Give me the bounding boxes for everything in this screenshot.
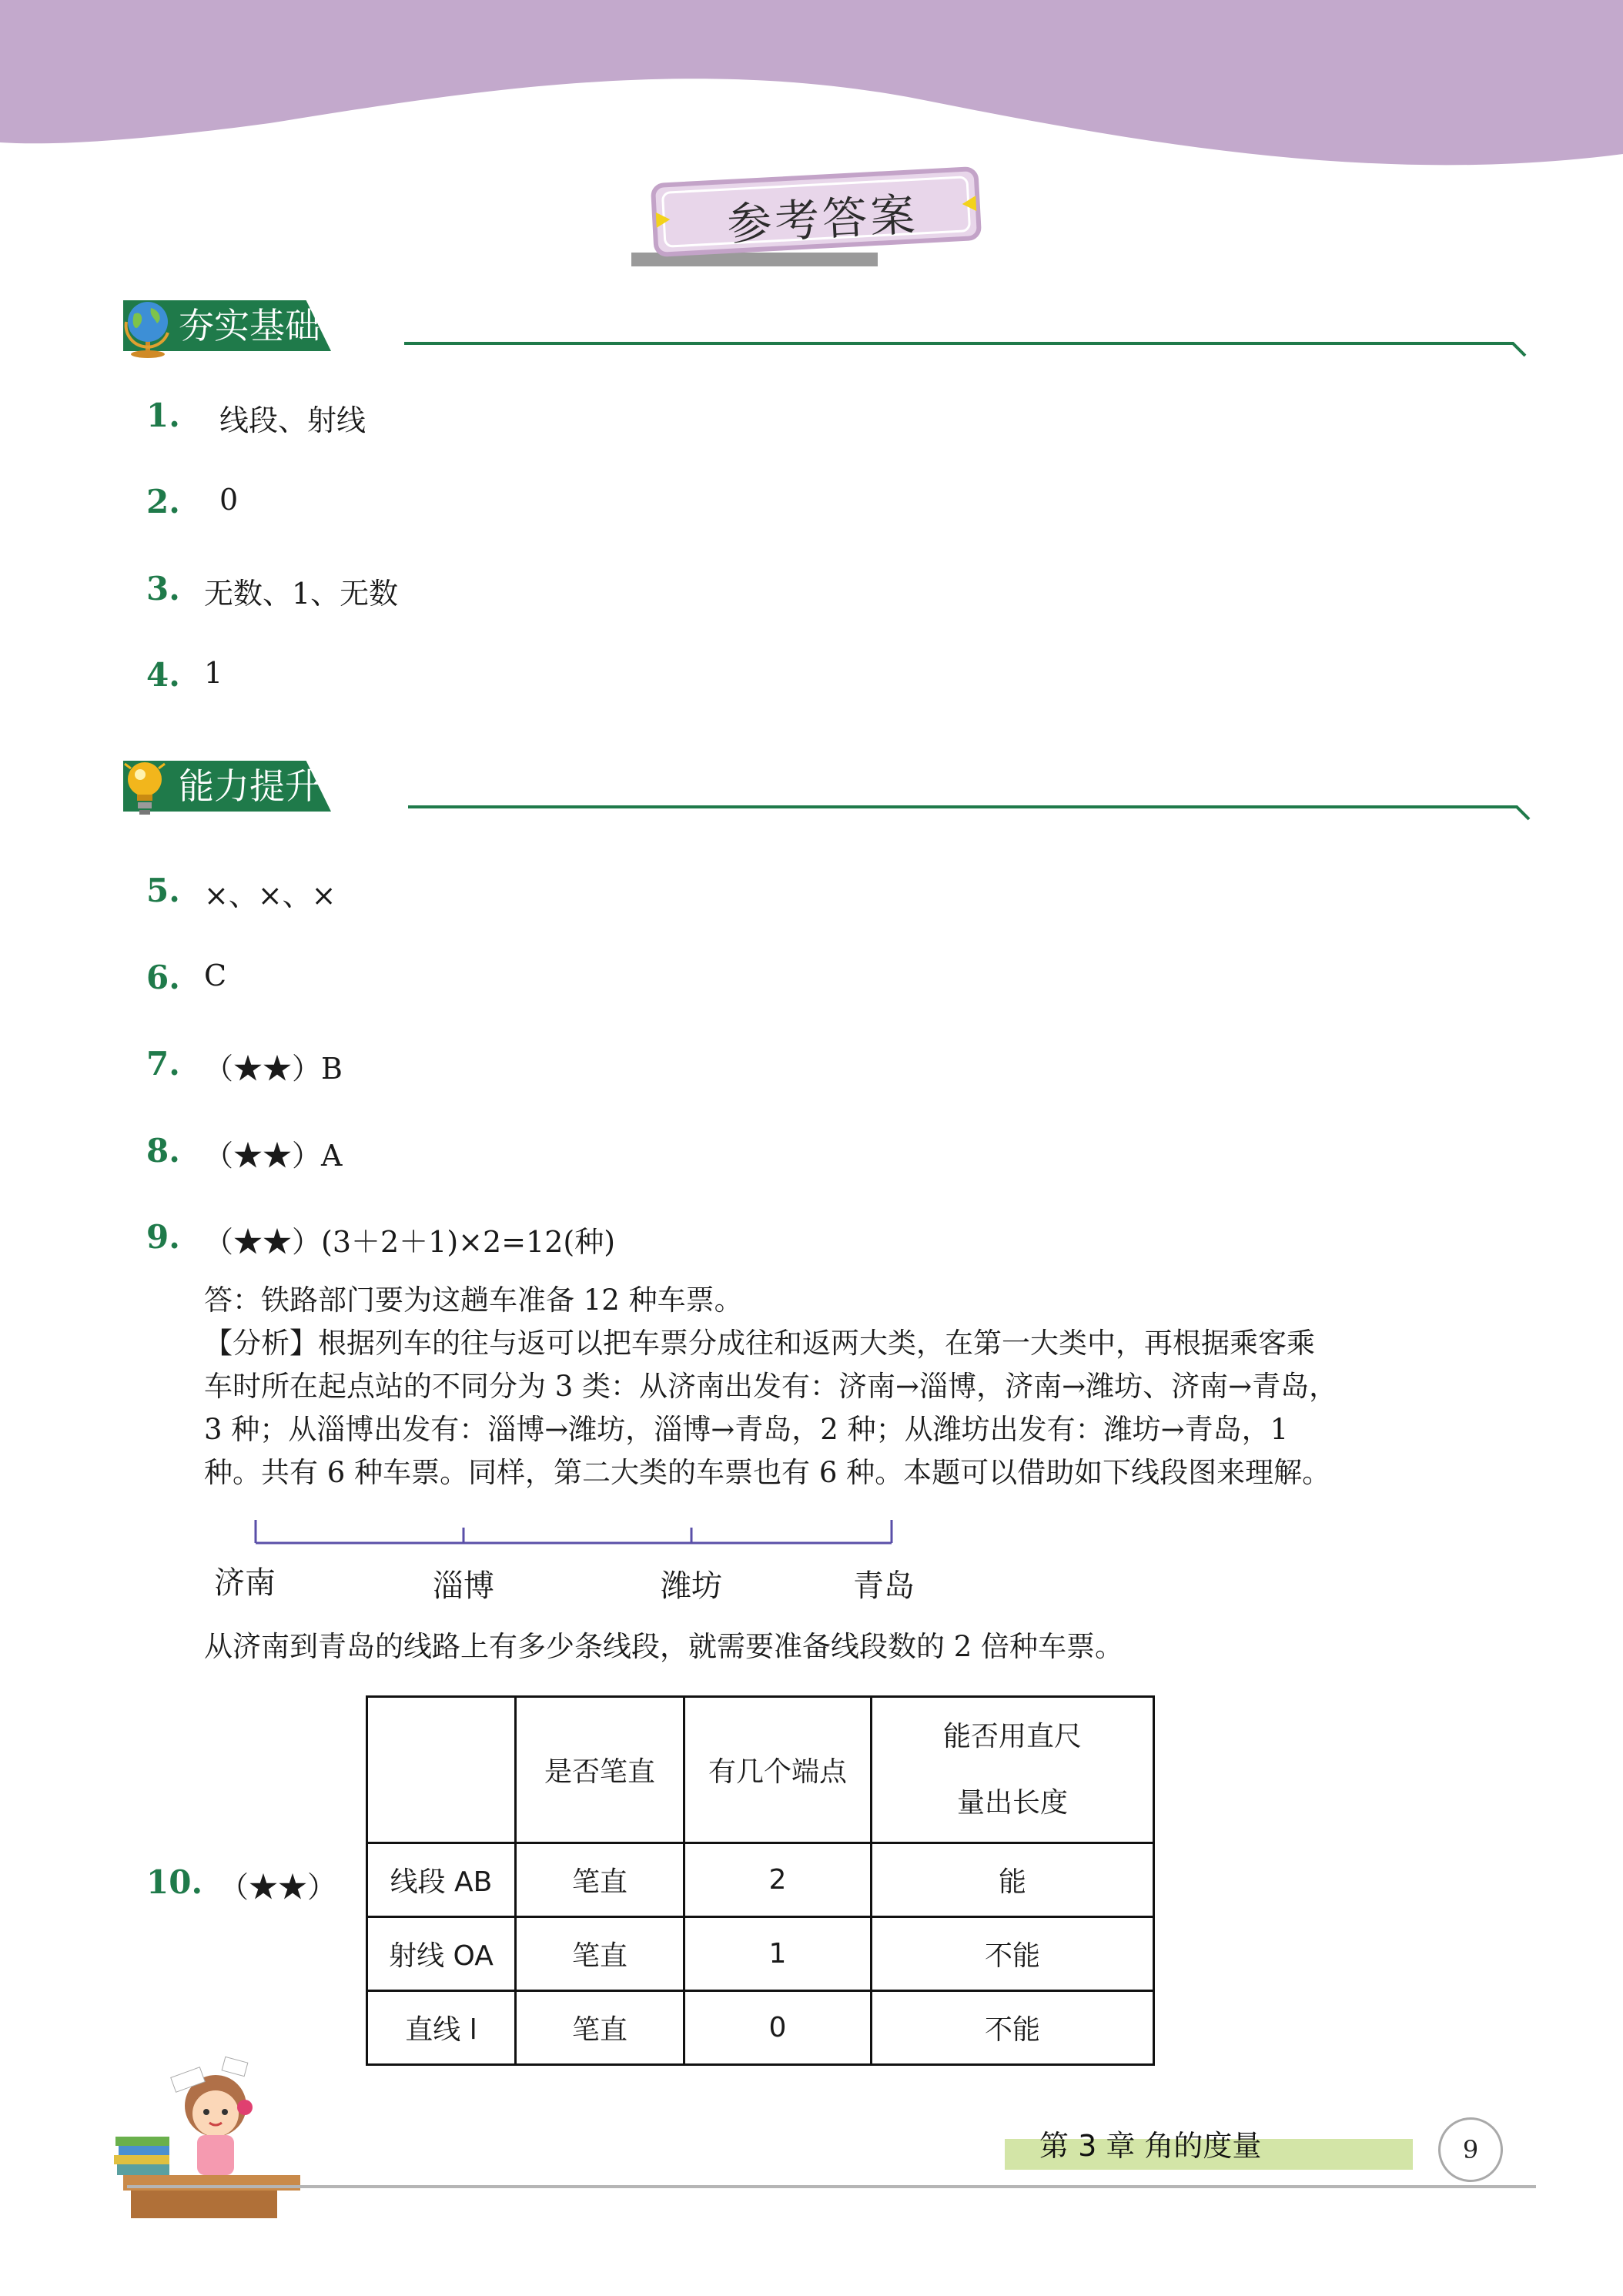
question-number: 7. [146,1045,180,1083]
header-line: 量出长度 [956,1786,1068,1819]
answer-text: （★★）B [204,1052,343,1086]
table-row [367,1843,1154,1917]
section-label: 夯实基础 [179,305,320,346]
chapter-title: 第 3 章 角的度量 [1039,2129,1262,2163]
explanation-line: 3 种；从淄博出发有：淄博→潍坊，淄博→青岛，2 种；从潍坊出发有：潍坊→青岛，1 [204,1413,1289,1446]
explanation-line: 答：铁路部门要为这趟车准备 12 种车票。 [204,1284,743,1317]
answer-text: 0 [219,483,239,517]
conclusion-line: 从济南到青岛的线路上有多少条线段，就需要准备线段数的 2 倍种车票。 [204,1630,1124,1663]
difficulty-stars: （★★） [219,1870,337,1904]
question-number: 10. [146,1863,203,1901]
table-cell: 线段 AB [367,1843,516,1917]
question-number: 8. [146,1132,180,1170]
student-illustration [108,2052,323,2221]
section-label: 能力提升 [179,765,320,807]
table-header-cell: 有几个端点 [684,1697,872,1843]
table-cell: 能 [872,1843,1154,1917]
question-number: 1. [146,397,180,434]
section-header-advanced [77,761,1463,815]
answer-text: 1 [204,656,223,690]
segment-diagram [208,1509,978,1602]
table-cell: 射线 OA [367,1917,516,1991]
section-header-basic [77,300,1463,354]
globe-icon [122,297,176,359]
explanation-line: 【分析】根据列车的往与返可以把车票分成往和返两大类，在第一大类中，再根据乘客乘 [204,1327,1315,1360]
page-title: 参考答案 [725,188,919,251]
question-number: 6. [146,959,180,996]
table-header-cell: 是否笔直 [516,1697,684,1843]
page-number: 9 [1438,2117,1503,2182]
section-divider-line [408,795,1532,825]
answer-text: C [204,959,227,992]
question-number: 5. [146,872,180,909]
question-number: 2. [146,483,180,520]
station-label: 济南 [214,1565,276,1601]
table-cell: 2 [684,1843,872,1917]
table-cell: 1 [684,1917,872,1991]
table-cell: 不能 [872,1917,1154,1991]
answer-text: 无数、1、无数 [204,577,399,611]
table-cell: 不能 [872,1991,1154,2065]
header-line: 能否用直尺 [942,1720,1082,1752]
explanation-line: 种。共有 6 种车票。同样，第二大类的车票也有 6 种。本题可以借助如下线段图来理解。 [204,1456,1331,1489]
question-number: 4. [146,656,180,694]
segment-line [208,1509,978,1548]
station-label: 青岛 [853,1568,915,1604]
question-number: 3. [146,570,180,607]
line-comparison-table [366,1695,1155,2066]
answer-text: 线段、射线 [219,403,366,437]
table-row [367,1917,1154,1991]
table-cell: 直线 l [367,1991,516,2065]
explanation-line: 车时所在起点站的不同分为 3 类：从济南出发有：济南→淄博，济南→潍坊、济南→青岛， [204,1370,1338,1403]
footer-divider [127,2185,1536,2188]
station-label: 淄博 [433,1568,494,1604]
table-row [367,1991,1154,2065]
top-wave-decoration [0,0,1623,169]
answer-text: （★★）(3＋2＋1)×2=12(种) [204,1225,616,1259]
section-divider-line [404,331,1528,362]
answer-text: ×、×、× [204,879,336,912]
station-label: 潍坊 [661,1568,722,1604]
question-number: 9. [146,1218,180,1256]
table-cell: 笔直 [516,1917,684,1991]
table-cell: 笔直 [516,1843,684,1917]
answer-text: （★★）A [204,1139,343,1173]
table-header-cell [367,1697,516,1843]
table-header-row [367,1697,1154,1843]
table-cell: 笔直 [516,1991,684,2065]
lightbulb-icon [123,756,169,821]
table-cell: 0 [684,1991,872,2065]
table-header-cell [872,1697,1154,1843]
